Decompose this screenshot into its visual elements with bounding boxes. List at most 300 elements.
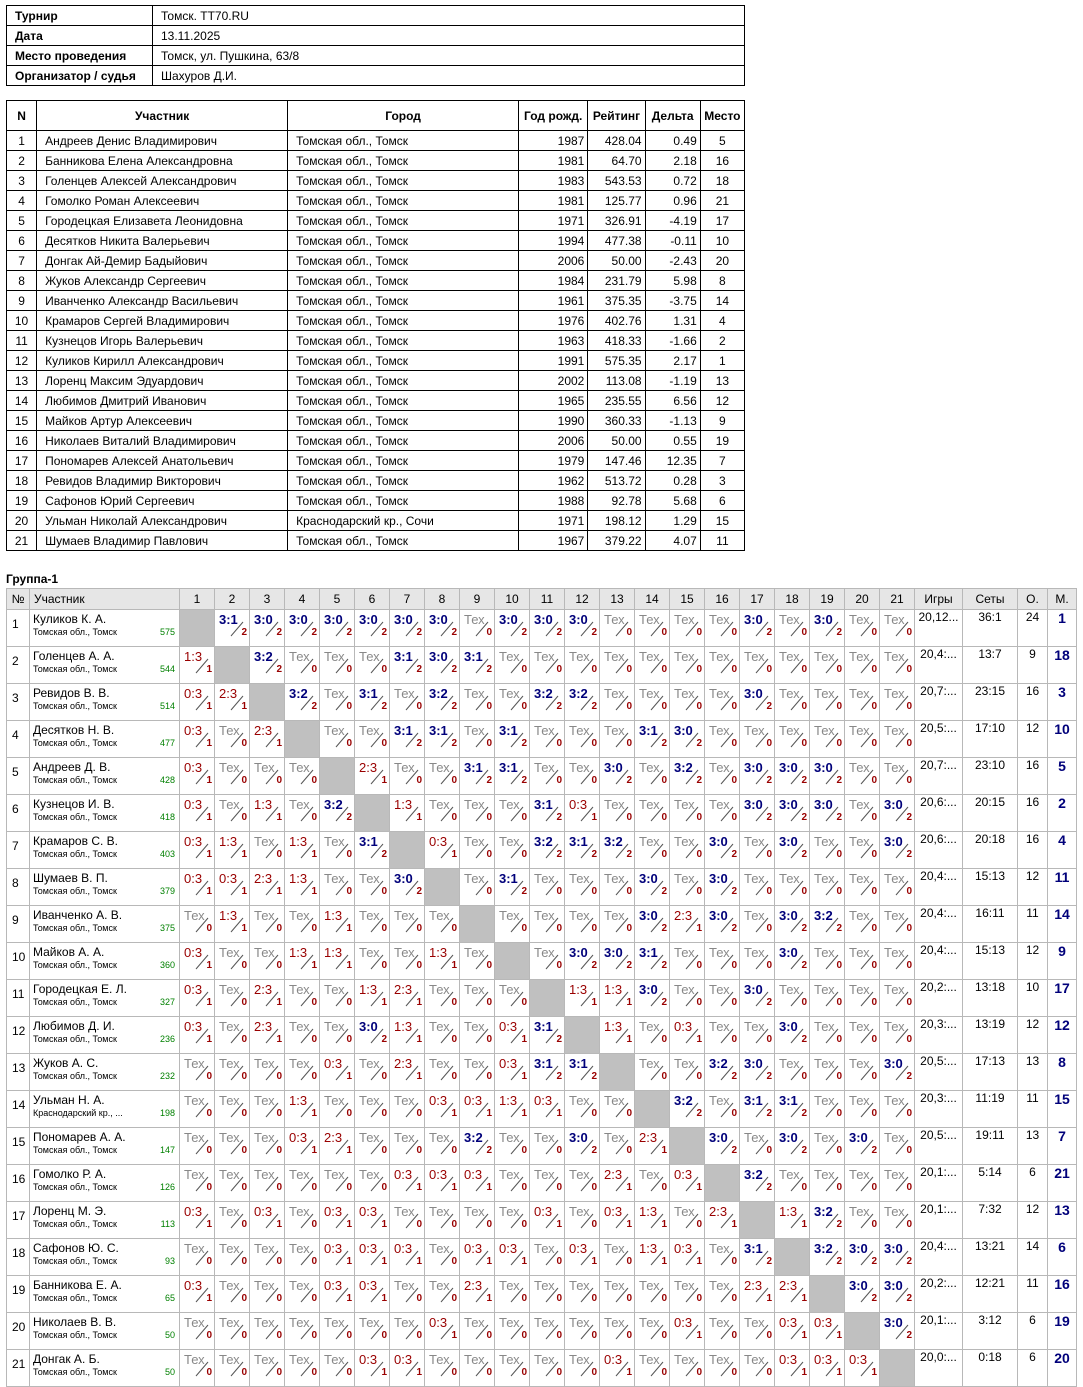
match-points: 2 [661,738,667,749]
match-points: 1 [486,1108,492,1119]
match-cell [355,1165,390,1202]
match-result [670,1350,704,1379]
match-points: 0 [521,1219,527,1230]
table-row [7,271,745,291]
match-points: 1 [696,1034,702,1045]
match-score: Тех [639,834,660,849]
match-cell [530,1239,565,1276]
match-score: Тех [324,1093,345,1108]
match-points: 0 [241,738,247,749]
match-points: 0 [241,1256,247,1267]
player-delta: 0.72 [645,171,700,191]
header-opponent: 13 [600,589,635,610]
match-cell [285,1313,320,1350]
player-birth-year: 1983 [519,171,588,191]
table-row [7,511,745,531]
match-points: 0 [416,960,422,971]
header-opponent: 8 [425,589,460,610]
match-score: Тех [184,1130,205,1145]
match-cell [425,1202,460,1239]
match-cell [180,980,215,1017]
match-score: 2:3 [639,1130,658,1145]
player-name: Ульман Николай Александрович [37,511,288,531]
match-result [565,1239,599,1268]
match-points: 0 [311,1182,317,1193]
match-score: Тех [219,1167,240,1182]
match-score: 0:3 [184,834,203,849]
match-result [670,795,704,824]
match-cell [180,1239,215,1276]
match-points: 1 [311,886,317,897]
place-cell: 9 [1048,943,1077,980]
match-cell [635,1239,670,1276]
match-score: 0:3 [429,1167,448,1182]
match-cell [320,1202,355,1239]
header-opponent: 19 [810,589,845,610]
games-cell: 20,0:... [915,1350,963,1387]
match-score: 1:3 [359,982,378,997]
match-cell [670,980,705,1017]
match-points: 0 [871,812,877,823]
match-score: 1:3 [324,945,343,960]
match-result [390,721,424,750]
match-score: Тех [569,1278,590,1293]
match-result [705,758,739,787]
match-score: 3:0 [569,945,588,960]
match-score: Тех [464,945,485,960]
match-score: Тех [429,1204,450,1219]
match-result [285,647,319,676]
match-points: 2 [346,627,352,638]
match-cell [740,869,775,906]
match-result [670,610,704,639]
player-place: 16 [700,151,744,171]
match-result [250,943,284,972]
match-score: Тех [359,1093,380,1108]
header-no: № [7,589,30,610]
match-cell [845,943,880,980]
match-points: 1 [591,1256,597,1267]
match-result [495,758,529,787]
match-points: 0 [381,886,387,897]
match-points: 1 [451,1182,457,1193]
match-score: Тех [604,1315,625,1330]
match-points: 1 [206,701,212,712]
match-score: Тех [744,871,765,886]
match-points: 0 [661,1182,667,1193]
row-number: 11 [7,980,30,1017]
match-score: Тех [464,1315,485,1330]
match-cell [670,721,705,758]
match-result [285,832,319,861]
match-cell [810,906,845,943]
sets-cell: 13:21 [963,1239,1018,1276]
match-points: 2 [871,1293,877,1304]
match-points: 2 [906,1256,912,1267]
match-result [320,1202,354,1231]
match-cell [530,647,565,684]
match-cell [215,758,250,795]
match-result [495,1202,529,1231]
match-score: 3:0 [674,723,693,738]
diagonal-cell [600,1054,635,1091]
match-points: 2 [521,627,527,638]
match-result [530,758,564,787]
diagonal-cell [250,684,285,721]
match-score: Тех [569,1352,590,1367]
match-score: Тех [219,1093,240,1108]
match-points: 0 [626,1256,632,1267]
player-city: Томская обл., Томск [288,291,519,311]
match-cell [635,647,670,684]
match-cell [250,1276,285,1313]
match-result [810,1202,844,1231]
player-city: Томская обл., Томск [33,886,117,896]
match-points: 0 [556,664,562,675]
match-score: Тех [639,1019,660,1034]
match-score: Тех [604,1093,625,1108]
match-points: 1 [346,1145,352,1156]
match-score: 1:3 [289,834,308,849]
match-score: 0:3 [394,1167,413,1182]
player-place: 20 [700,251,744,271]
match-cell [845,1239,880,1276]
player-delta: 0.55 [645,431,700,451]
match-score: Тех [884,1019,905,1034]
player-birth-year: 1967 [519,531,588,551]
match-points: 0 [591,1108,597,1119]
match-points: 2 [766,1256,772,1267]
match-points: 0 [241,1145,247,1156]
match-result [530,1091,564,1120]
match-result [600,906,634,935]
match-score: 0:3 [184,1278,203,1293]
match-points: 0 [276,1256,282,1267]
match-score: 3:2 [814,1204,833,1219]
match-cell [775,721,810,758]
match-score: 1:3 [779,1204,798,1219]
match-points: 0 [906,1219,912,1230]
match-cell [845,906,880,943]
match-points: 0 [661,627,667,638]
match-result [495,1128,529,1157]
match-points: 0 [696,664,702,675]
match-points: 0 [696,886,702,897]
match-score: Тех [814,1167,835,1182]
match-cell [740,1165,775,1202]
sets-cell: 15:13 [963,869,1018,906]
match-score: 3:0 [884,1241,903,1256]
match-points: 1 [381,997,387,1008]
match-score: Тех [639,760,660,775]
match-score: Тех [604,908,625,923]
match-points: 1 [521,1256,527,1267]
match-score: Тех [604,797,625,812]
match-result [705,832,739,861]
match-result [530,1202,564,1231]
player-birth-year: 1981 [519,191,588,211]
match-cell [845,832,880,869]
match-result [705,1276,739,1305]
match-points: 1 [381,1293,387,1304]
player-city: Томская обл., Томск [33,1219,117,1229]
player-name: Куликов Кирилл Александрович [37,351,288,371]
match-points: 2 [906,1071,912,1082]
match-score: 2:3 [744,1278,763,1293]
match-points: 0 [276,1330,282,1341]
match-cell [670,610,705,647]
diagonal-cell [355,795,390,832]
match-result [845,906,879,935]
match-score: 3:2 [289,686,308,701]
match-score: Тех [709,797,730,812]
match-result [670,1091,704,1120]
match-result [250,832,284,861]
match-result [565,1202,599,1231]
info-value: Томск, ул. Пушкина, 63/8 [153,46,745,66]
match-result [775,1202,809,1231]
match-cell [810,1017,845,1054]
match-cell [180,1313,215,1350]
table-row [7,491,745,511]
match-result [775,1165,809,1194]
match-points: 2 [276,664,282,675]
match-score: Тех [849,834,870,849]
match-cell [600,1313,635,1350]
match-score: 1:3 [569,982,588,997]
player-number: 17 [7,451,37,471]
match-points: 1 [346,1293,352,1304]
match-points: 0 [766,886,772,897]
match-score: Тех [534,1315,555,1330]
match-result [635,1276,669,1305]
match-points: 2 [836,627,842,638]
match-result [670,1054,704,1083]
player-rating: 379.22 [588,531,645,551]
match-points: 0 [696,960,702,971]
match-points: 0 [906,1182,912,1193]
match-result [810,1313,844,1342]
match-result [355,906,389,935]
match-cell [425,906,460,943]
player-rating: 360 [159,960,175,970]
match-points: 1 [381,1256,387,1267]
points-cell: 9 [1018,647,1048,684]
match-points: 0 [626,664,632,675]
match-cell [740,647,775,684]
player-rating: 147 [159,1145,175,1155]
match-points: 1 [416,812,422,823]
match-score: 1:3 [324,908,343,923]
match-cell [285,1350,320,1387]
points-cell: 12 [1018,943,1048,980]
points-cell: 6 [1018,1165,1048,1202]
match-points: 0 [836,701,842,712]
match-result [880,1239,914,1268]
match-score: Тех [779,871,800,886]
games-cell: 20,7:... [915,684,963,721]
match-cell [460,1276,495,1313]
match-score: 0:3 [184,982,203,997]
match-score: 3:2 [604,834,623,849]
match-cell [565,906,600,943]
match-result [635,684,669,713]
match-result [460,1165,494,1194]
match-result [285,795,319,824]
match-points: 1 [591,812,597,823]
player-short-name: Майков А. А. [33,945,105,959]
match-score: Тех [814,723,835,738]
match-score: Тех [499,649,520,664]
match-score: Тех [499,1278,520,1293]
player-birth-year: 1981 [519,151,588,171]
player-name: Банникова Елена Александровна [37,151,288,171]
match-cell [705,610,740,647]
match-score: 0:3 [184,723,203,738]
points-cell: 14 [1018,1239,1048,1276]
match-result [565,906,599,935]
match-result [880,1202,914,1231]
match-cell [425,943,460,980]
match-points: 0 [311,775,317,786]
player-delta: 2.18 [645,151,700,171]
match-cell [320,869,355,906]
player-birth-year: 1963 [519,331,588,351]
match-score: Тех [884,945,905,960]
match-result [425,795,459,824]
match-cell [495,906,530,943]
match-score: Тех [744,1130,765,1145]
match-result [495,980,529,1009]
player-place: 8 [700,271,744,291]
match-result [775,1091,809,1120]
match-score: 3:0 [884,834,903,849]
match-score: Тех [849,686,870,701]
row-number: 1 [7,610,30,647]
match-result [565,721,599,750]
match-result [845,1017,879,1046]
match-points: 2 [661,923,667,934]
match-result [180,721,214,750]
match-cell [355,1091,390,1128]
match-score: Тех [709,1278,730,1293]
match-score: Тех [429,1130,450,1145]
player-delta: -1.19 [645,371,700,391]
match-points: 0 [871,775,877,786]
match-score: Тех [359,871,380,886]
match-score: Тех [219,1352,240,1367]
games-cell: 20,2:... [915,980,963,1017]
match-result [355,1313,389,1342]
match-result [425,684,459,713]
match-result [425,721,459,750]
sets-cell: 13:19 [963,1017,1018,1054]
match-score: Тех [254,1056,275,1071]
match-result [215,795,249,824]
match-score: 0:3 [779,1315,798,1330]
match-score: 3:0 [569,1130,588,1145]
match-cell [635,1202,670,1239]
match-score: Тех [289,982,310,997]
match-points: 2 [801,960,807,971]
match-cell [600,1239,635,1276]
match-result [390,1239,424,1268]
match-result [250,1276,284,1305]
player-number: 14 [7,391,37,411]
match-cell [600,1276,635,1313]
match-result [320,1276,354,1305]
grid-row [7,1350,1077,1387]
match-score: Тех [429,982,450,997]
match-points: 2 [906,812,912,823]
match-points: 1 [556,1219,562,1230]
match-cell [215,980,250,1017]
match-result [845,869,879,898]
match-score: Тех [429,908,450,923]
match-score: 3:2 [534,834,553,849]
match-result [460,1239,494,1268]
match-points: 0 [311,1219,317,1230]
match-result [460,721,494,750]
match-result [565,869,599,898]
match-score: 3:1 [534,1056,553,1071]
match-cell [810,1313,845,1350]
match-points: 0 [416,1108,422,1119]
match-result [180,1276,214,1305]
match-points: 0 [486,701,492,712]
player-place: 7 [700,451,744,471]
match-result [740,1091,774,1120]
match-score: Тех [884,649,905,664]
match-points: 2 [731,1145,737,1156]
match-score: 2:3 [254,871,273,886]
header-opponent: 4 [285,589,320,610]
match-cell [355,943,390,980]
match-score: Тех [219,797,240,812]
match-points: 0 [836,960,842,971]
points-cell: 13 [1018,1054,1048,1091]
match-result [215,1165,249,1194]
match-points: 0 [556,1330,562,1341]
match-points: 2 [906,1330,912,1341]
match-cell [565,647,600,684]
match-score: 3:1 [464,760,483,775]
match-score: Тех [394,1315,415,1330]
player-short-name: Сафонов Ю. С. [33,1241,119,1255]
match-cell [810,869,845,906]
match-points: 0 [696,849,702,860]
player-name: Гомолко Роман Алексеевич [37,191,288,211]
match-cell [600,906,635,943]
match-cell [880,1276,915,1313]
match-score: 0:3 [184,1019,203,1034]
match-points: 2 [731,1071,737,1082]
match-cell [425,610,460,647]
match-cell [320,610,355,647]
match-cell [250,1313,285,1350]
place-cell: 10 [1048,721,1077,758]
diagonal-cell [285,721,320,758]
match-cell [390,795,425,832]
match-score: 3:2 [709,1056,728,1071]
match-points: 2 [801,1108,807,1119]
match-score: 3:0 [849,1241,868,1256]
match-points: 0 [521,1330,527,1341]
match-score: Тех [324,1315,345,1330]
match-result [565,943,599,972]
match-score: 3:0 [849,1278,868,1293]
match-points: 1 [206,997,212,1008]
